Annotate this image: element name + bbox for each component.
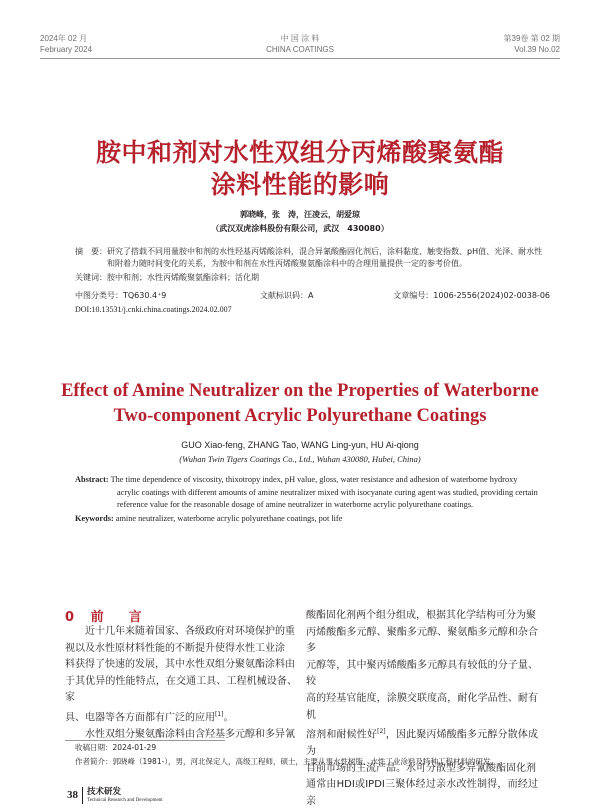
right-l3: 元醇等，其中聚丙烯酸酯多元醇具有较低的分子量、较 xyxy=(306,659,538,688)
article-number: 文章编号：1006-2556(2024)02-0038-06 xyxy=(393,291,550,300)
abstract-en-label: Abstract: xyxy=(75,475,109,484)
authors-cn: 郭晓峰，张 涛，汪凌云，胡爱琼 xyxy=(240,210,360,219)
left-p1-l3: 料获得了快速的发展，其中水性双组分聚氨酯涂料由 xyxy=(65,659,295,671)
right-l4: 高的羟基官能度，涂膜交联度高，耐化学品性、耐有机 xyxy=(306,692,538,721)
page-number: 38 xyxy=(67,789,78,801)
title-cn-line2: 涂料性能的影响 xyxy=(210,170,390,199)
keywords-cn xyxy=(75,272,259,284)
left-p2-l1: 水性双组分聚氨酯涂料由含羟基多元醇和多异氰 xyxy=(85,728,295,740)
header-volume-en: Vol.39 No.02 xyxy=(514,45,560,54)
abstract-en-line1: The time dependence of viscosity, thixotropy index, pH value, gloss, water resistance and adhesion of waterborne hydroxy xyxy=(110,475,518,484)
footer-divider xyxy=(82,787,83,804)
footnote-rule xyxy=(65,740,225,741)
doi: DOI:10.13531/j.cnki.china.coatings.2024.02.007 xyxy=(75,305,232,314)
abstract-cn-label: 摘 要： xyxy=(75,247,107,256)
doc-code: 文献标识码：A xyxy=(260,291,314,300)
footnote-received: 收稿日期：2024-01-29 xyxy=(75,743,157,752)
title-en-line2: Two-component Acrylic Polyurethane Coatings xyxy=(113,406,487,426)
header-journal-en: CHINA COATINGS xyxy=(266,45,334,54)
left-p1-l5: 具、电器等各方面都有广泛的应用[1]。 xyxy=(65,710,234,724)
keywords-en xyxy=(75,513,342,526)
abstract-en-line3: reference value for the reasonable dosage of amine neutralizer in waterborne acrylic polyurethane coatings. xyxy=(117,500,474,509)
authors-en: GUO Xiao-feng, ZHANG Tao, WANG Ling-yun, HU Ai-qiong xyxy=(181,440,419,450)
affiliation-cn: （武汉双虎涂料股份有限公司，武汉 430080） xyxy=(211,224,389,233)
right-l6: 目前市场的主流产品。水可分散型多异氰酸酯固化剂 xyxy=(306,762,536,774)
footer-section-en: Technical Research and Development xyxy=(87,798,163,803)
left-column xyxy=(65,624,297,743)
left-p1-l1: 近十几年来随着国家、各级政府对环境保护的重 xyxy=(85,626,295,637)
keywords-cn-label: 关键词： xyxy=(75,273,107,282)
left-p1-l2: 视以及水性原材料性能的不断提升使得水性工业涂 xyxy=(65,642,285,654)
keywords-cn-text: 胺中和剂；水性丙烯酸聚氨酯涂料；活化期 xyxy=(107,273,259,282)
abstract-en-line2: acrylic coatings with different amounts of amine neutralizer mixed with isocyanate curing agent was studied, providing certain xyxy=(117,487,538,497)
right-l2: 丙烯酸酯多元醇、聚酯多元醇、聚氨酯多元醇和杂合多 xyxy=(306,626,538,655)
left-p1-l4: 于其优异的性能特点，在交通工具、工程机械设备、家 xyxy=(65,675,297,704)
header-rule xyxy=(40,58,560,59)
abstract-cn-line2: 和附着力随时间变化的关系，为胺中和剂在水性丙烯酸聚氨酯涂料中的合理用量提供一定的参考价值。 xyxy=(107,259,467,268)
header-date-cn: 2024年 02 月 xyxy=(40,34,88,43)
title-en-line1: Effect of Amine Neutralizer on the Properties of Waterborne xyxy=(61,381,539,401)
section-title: 前 言 xyxy=(90,610,148,625)
header-center xyxy=(200,33,400,55)
header-left xyxy=(40,33,92,55)
footnote-bio: 作者简介：郭晓峰（1981-），男，河北保定人，高级工程师，硕士，主要从事水性树脂、水性工业涂料及特种工程材料的研发。 xyxy=(75,757,499,766)
section-heading xyxy=(65,606,148,625)
right-l1: 酸酯固化剂两个组分组成，根据其化学结构可分为聚 xyxy=(306,610,536,621)
abstract-cn xyxy=(75,246,565,270)
title-cn-line1: 胺中和剂对水性双组分丙烯酸聚氨酯 xyxy=(95,138,504,167)
affiliation-en: (Wuhan Twin Tigers Coatings Co., Ltd., Wuhan 430080, Hubei, China) xyxy=(179,454,421,464)
header-date-en: February 2024 xyxy=(40,45,93,54)
abstract-en xyxy=(75,474,545,512)
keywords-en-text: amine neutralizer, waterborne acrylic polyurethane coatings, pot life xyxy=(115,514,343,523)
header-volume-cn: 第39卷 第 02 期 xyxy=(503,34,560,43)
header-journal-cn: 中 国 涂 料 xyxy=(280,34,320,43)
footer-section-cn: 技术研发 xyxy=(87,787,122,797)
section-number: 0 xyxy=(65,610,81,625)
header-right xyxy=(504,33,560,55)
clc-number: 中图分类号：TQ630.4⁺9 xyxy=(75,291,167,300)
right-ref-2: [2] xyxy=(377,728,386,736)
right-l5: 溶剂和耐候性好[2]，因此聚丙烯酸酯多元醇分散体成为 xyxy=(306,728,539,758)
footer-section xyxy=(87,787,163,804)
abstract-cn-line1: 研究了搭载不同用量胺中和剂的水性羟基丙烯酸涂料，混合异氰酸酯固化剂后，涂料黏度、触变指数、pH值、光泽、耐水性 xyxy=(107,247,543,256)
right-l7: 通常由HDI或IPDI三聚体经过亲水改性制得，而经过亲 xyxy=(306,779,538,807)
keywords-en-label: Keywords: xyxy=(75,514,114,523)
right-column xyxy=(306,608,538,810)
left-ref-1: [1] xyxy=(215,710,224,718)
